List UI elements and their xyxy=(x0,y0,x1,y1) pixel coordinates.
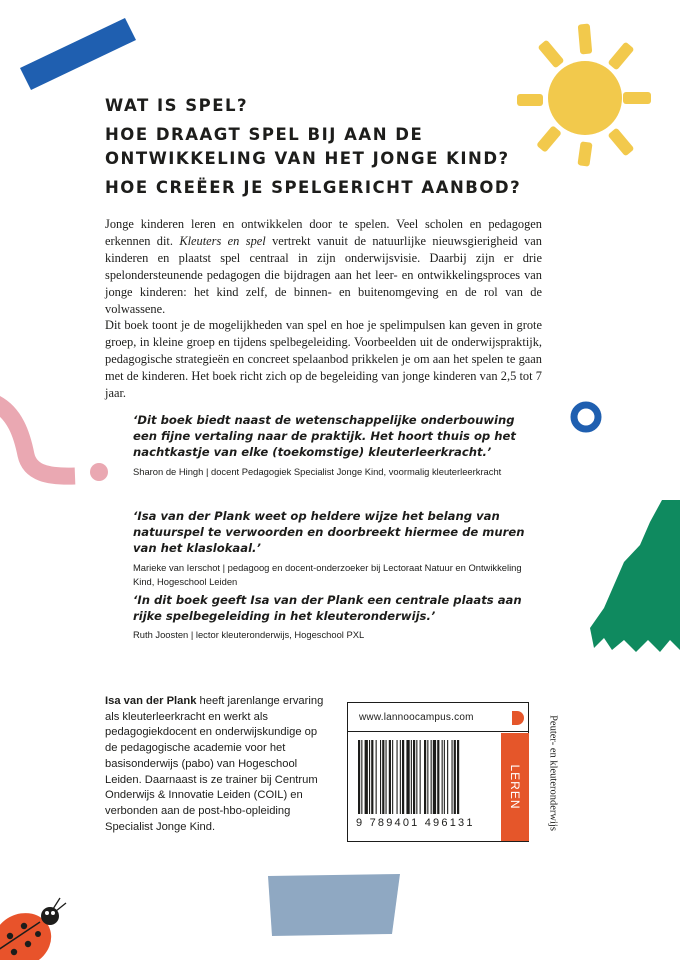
barcode-bar xyxy=(411,740,412,814)
barcode-bar xyxy=(386,740,387,814)
barcode-bar xyxy=(447,740,448,814)
barcode-bar xyxy=(424,740,426,814)
question-heading-2 xyxy=(105,123,510,171)
question-heading-2-line-2: ONTWIKKELING VAN HET JONGE KIND? xyxy=(105,149,510,168)
barcode-bar xyxy=(365,740,368,814)
author-bio xyxy=(105,694,327,835)
quote-text: ‘Dit boek biedt naast de wetenschappelijke onderbouwing een fijne vertaling naar de praktijk. Het hoort thuis op het nachtkastje van elke (toekomstige) kleuterleerkracht.’ xyxy=(133,413,516,460)
barcode-bar xyxy=(431,740,432,814)
barcode-bar xyxy=(433,740,436,814)
barcode-bar xyxy=(420,740,421,814)
quote-text: ‘Isa van der Plank weet op heldere wijze het belang van natuurspel te verwoorden en doorbreekt hiermee de muren van het klaslokaal.’ xyxy=(133,509,525,556)
barcode-bar xyxy=(406,740,409,814)
author-bio-text: heeft jarenlange ervaring als kleuterleerkracht en werkt als pedagogiekdocent en onderwijskundige op de pedagogische academie voor het basisonderwijs (pabo) van Hogeschool Leiden. Daarnaast is ze trainer bij Centrum Onderwijs & Innovatie Leiden (COIL) en verbonden aan de post-hbo-opleiding Specialist Jonge Kind. xyxy=(105,695,324,833)
barcode-bar xyxy=(371,740,373,814)
barcode-bar xyxy=(442,740,443,814)
barcode-bar xyxy=(413,740,415,814)
barcode-bar xyxy=(369,740,370,814)
barcode-bar xyxy=(392,740,393,814)
barcode-bar xyxy=(402,740,404,814)
sun-icon xyxy=(515,20,655,165)
barcode-bar xyxy=(427,740,428,814)
publisher-url: www.lannoocampus.com xyxy=(359,712,474,723)
barcode-bar xyxy=(380,740,381,814)
quote-attribution: Sharon de Hingh | docent Pedagogiek Specialist Jonge Kind, voormalig kleuterleerkracht xyxy=(133,465,502,477)
publisher-logo-icon xyxy=(510,709,524,727)
intro-paragraph-2: Dit boek toont je de mogelijkheden van spel en hoe je spelimpulsen kan geven in grote groep, in kleine groep en tijdens spelbegeleiding. Voorbeelden uit de onderwijspraktijk, pedagogische strategieën en concreet spelaanbod prikkelen je om aan het spelen te gaan met de kinderen. Het boek richt zich op de begeleiding van jonge kinderen van 2,5 tot 7 jaar. xyxy=(105,318,542,401)
barcode-bar xyxy=(361,740,362,814)
pink-squiggle-decoration xyxy=(0,395,120,505)
barcode-bar xyxy=(416,740,417,814)
quote-attribution: Marieke van Ierschot | pedagoog en docent-onderzoeker bij Lectoraat Natuur en Ontwikkeling Kind, Hogeschool Leiden xyxy=(133,561,522,587)
barcode-bar xyxy=(454,740,456,814)
review-quote-3 xyxy=(133,592,533,642)
question-heading-3: HOE CREËER JE SPELGERICHT AANBOD? xyxy=(105,178,522,197)
barcode-divider xyxy=(347,731,529,732)
quote-attribution: Ruth Joosten | lector kleuteronderwijs, Hogeschool PXL xyxy=(133,629,365,641)
barcode-bar xyxy=(397,740,398,814)
book-title-italic: Kleuters en spel xyxy=(179,233,266,248)
question-heading-1: WAT IS SPEL? xyxy=(105,96,249,115)
barcode-bar xyxy=(444,740,445,814)
review-quote-1 xyxy=(133,412,533,479)
grey-blue-shape-decoration xyxy=(260,870,410,940)
intro-p1-end: vertrekt vanuit de natuurlijke nieuwsgierigheid van kinderen en plaatst spel centraal in zijn onderwijsvisie. Daarbij zijn er drie spelondersteunende pedagogen die bijdragen aan het leer- en ontwikkelingsproces van jonge kinderen: het kind zelf, de binnen- en buitenomgeving en de rol van de volwassene. xyxy=(105,233,542,316)
barcode-bar xyxy=(389,740,391,814)
blue-ring-decoration xyxy=(568,398,608,438)
review-quote-2 xyxy=(133,508,533,589)
barcode xyxy=(358,740,493,816)
barcode-bar xyxy=(457,740,459,814)
barcode-bar xyxy=(437,740,439,814)
barcode-bar xyxy=(452,740,453,814)
intro-text xyxy=(105,216,542,402)
isbn-number: 9 789401 496131 xyxy=(356,817,475,829)
barcode-bar xyxy=(400,740,401,814)
green-flag-decoration xyxy=(590,500,680,660)
barcode-bar xyxy=(382,740,384,814)
quote-text: ‘In dit boek geeft Isa van der Plank een centrale plaats aan rijke spelbegeleiding in het kleuteronderwijs.’ xyxy=(133,593,522,624)
intro-p1-start: Jonge kinderen leren en ontwikkelen door te spelen. Veel scholen en pedagogen erkennen dit. xyxy=(105,217,542,248)
barcode-bar xyxy=(376,740,377,814)
barcode-bar xyxy=(358,740,360,814)
category-label xyxy=(546,700,560,846)
question-heading-2-line-1: HOE DRAAGT SPEL BIJ AAN DE xyxy=(105,125,424,144)
intro-paragraph-1 xyxy=(105,216,542,317)
series-label-badge xyxy=(501,733,529,841)
ladybug-icon xyxy=(0,890,80,960)
author-name: Isa van der Plank xyxy=(105,695,197,707)
series-label: LEREN xyxy=(508,764,522,810)
category-text: Peuter- en kleuteronderwijs xyxy=(547,715,559,831)
